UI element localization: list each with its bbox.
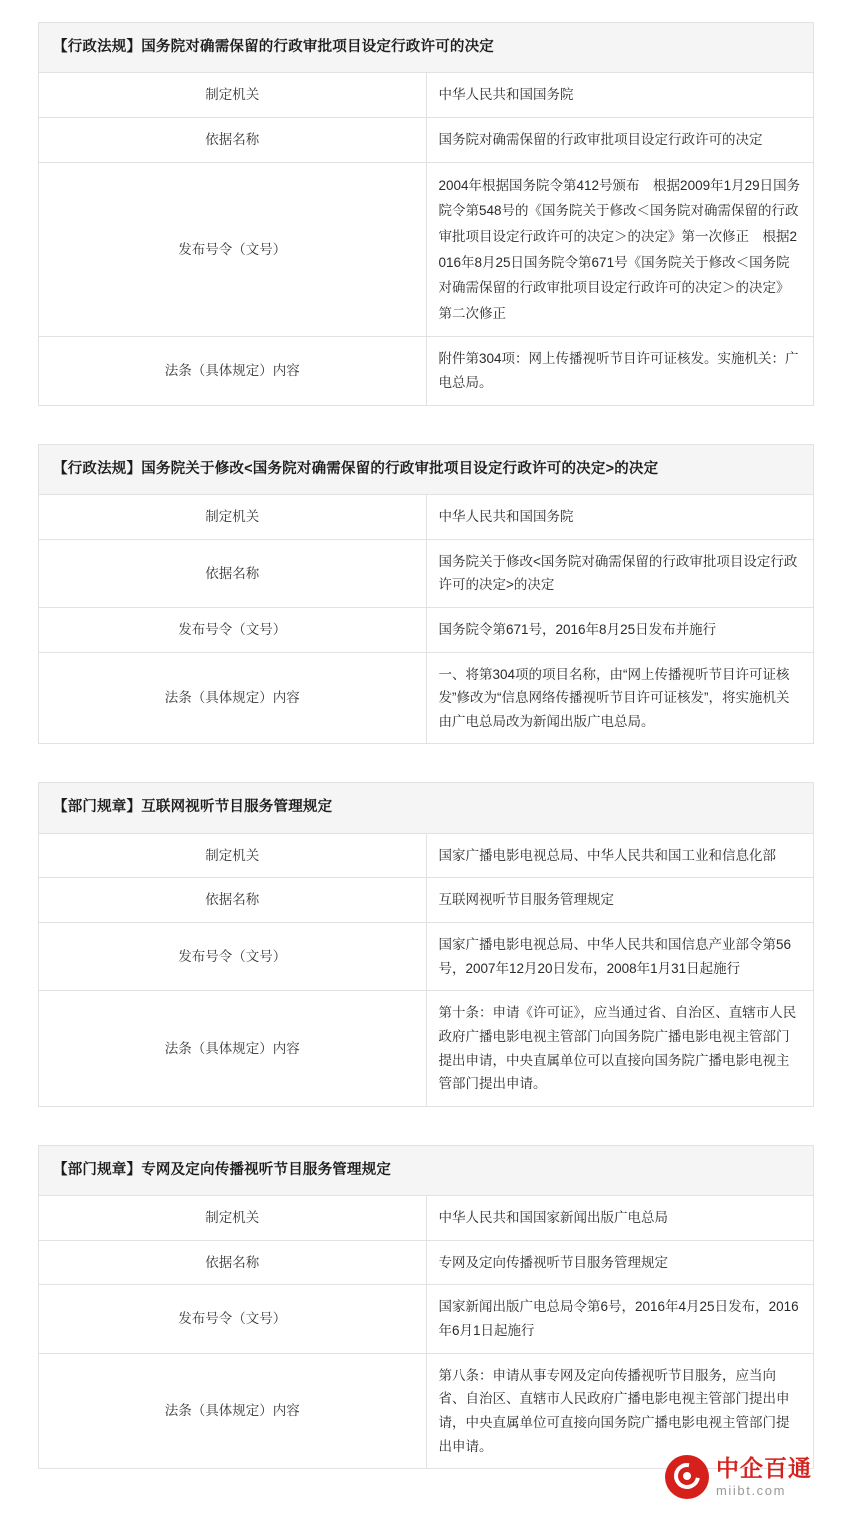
label-decree-number: 发布号令（文号） [39, 923, 427, 991]
table-row [39, 607, 814, 652]
label-authority: 制定机关 [39, 495, 427, 540]
label-basis-name: 依据名称 [39, 1240, 427, 1285]
law-block [38, 444, 814, 745]
law-block-title: 【部门规章】专网及定向传播视听节目服务管理规定 [39, 1145, 814, 1195]
law-block-title: 【行政法规】国务院对确需保留的行政审批项目设定行政许可的决定 [39, 23, 814, 73]
table-row [39, 1353, 814, 1469]
table-row [39, 991, 814, 1107]
law-block-title-row [39, 1145, 814, 1195]
law-block [38, 782, 814, 1106]
value-basis-name: 专网及定向传播视听节目服务管理规定 [426, 1240, 814, 1285]
value-decree-number: 2004年根据国务院令第412号颁布 根据2009年1月29日国务院令第548号的《国务院关于修改＜国务院对确需保留的行政审批项目设定行政许可的决定＞的决定》第一次修正 根据2016年8月25日国务院令第671号《国务院关于修改＜国务院对确需保留的行政审批项目设定行政许可的决定＞的决定》第二次修正 [426, 162, 814, 337]
law-block-title-row [39, 783, 814, 833]
label-basis-name: 依据名称 [39, 878, 427, 923]
value-provision: 第十条：申请《许可证》，应当通过省、自治区、直辖市人民政府广播电影电视主管部门向国务院广播电影电视主管部门提出申请，中央直属单位可以直接向国务院广播电影电视主管部门提出申请。 [426, 991, 814, 1107]
value-basis-name: 互联网视听节目服务管理规定 [426, 878, 814, 923]
table-row [39, 878, 814, 923]
value-decree-number: 国家广播电影电视总局、中华人民共和国信息产业部令第56号，2007年12月20日发布，2008年1月31日起施行 [426, 923, 814, 991]
label-provision: 法条（具体规定）内容 [39, 991, 427, 1107]
table-row [39, 118, 814, 163]
watermark-text [716, 1456, 812, 1499]
table-row [39, 1240, 814, 1285]
label-basis-name: 依据名称 [39, 118, 427, 163]
law-block-title: 【部门规章】互联网视听节目服务管理规定 [39, 783, 814, 833]
law-block [38, 22, 814, 406]
label-decree-number: 发布号令（文号） [39, 1285, 427, 1353]
law-block-title-row [39, 23, 814, 73]
label-decree-number: 发布号令（文号） [39, 162, 427, 337]
value-authority: 中华人民共和国国家新闻出版广电总局 [426, 1196, 814, 1241]
table-row [39, 1285, 814, 1353]
table-row [39, 539, 814, 607]
value-authority: 国家广播电影电视总局、中华人民共和国工业和信息化部 [426, 833, 814, 878]
label-provision: 法条（具体规定）内容 [39, 1353, 427, 1469]
label-authority: 制定机关 [39, 833, 427, 878]
table-row [39, 73, 814, 118]
label-provision: 法条（具体规定）内容 [39, 337, 427, 405]
value-provision: 第八条：申请从事专网及定向传播视听节目服务，应当向省、自治区、直辖市人民政府广播电影电视主管部门提出申请，中央直属单位可直接向国务院广播电影电视主管部门提出申请。 [426, 1353, 814, 1469]
law-block-title-row [39, 444, 814, 494]
value-provision: 附件第304项：网上传播视听节目许可证核发。实施机关：广电总局。 [426, 337, 814, 405]
table-row [39, 1196, 814, 1241]
value-provision: 一、将第304项的项目名称，由“网上传播视听节目许可证核发”修改为“信息网络传播视听节目许可证核发”，将实施机关由广电总局改为新闻出版广电总局。 [426, 652, 814, 744]
brand-name-cn: 中企百通 [716, 1454, 812, 1481]
table-row [39, 652, 814, 744]
label-basis-name: 依据名称 [39, 539, 427, 607]
table-row [39, 162, 814, 337]
label-provision: 法条（具体规定）内容 [39, 652, 427, 744]
value-authority: 中华人民共和国国务院 [426, 73, 814, 118]
table-row [39, 337, 814, 405]
table-row [39, 833, 814, 878]
value-decree-number: 国务院令第671号，2016年8月25日发布并施行 [426, 607, 814, 652]
law-block-title: 【行政法规】国务院关于修改<国务院对确需保留的行政审批项目设定行政许可的决定>的决定 [39, 444, 814, 494]
label-authority: 制定机关 [39, 1196, 427, 1241]
brand-name-en: miibt.com [716, 1483, 787, 1499]
law-block [38, 1145, 814, 1469]
label-decree-number: 发布号令（文号） [39, 607, 427, 652]
value-basis-name: 国务院关于修改<国务院对确需保留的行政审批项目设定行政许可的决定>的决定 [426, 539, 814, 607]
table-row [39, 495, 814, 540]
label-authority: 制定机关 [39, 73, 427, 118]
table-row [39, 923, 814, 991]
value-basis-name: 国务院对确需保留的行政审批项目设定行政许可的决定 [426, 118, 814, 163]
value-authority: 中华人民共和国国务院 [426, 495, 814, 540]
value-decree-number: 国家新闻出版广电总局令第6号，2016年4月25日发布，2016年6月1日起施行 [426, 1285, 814, 1353]
